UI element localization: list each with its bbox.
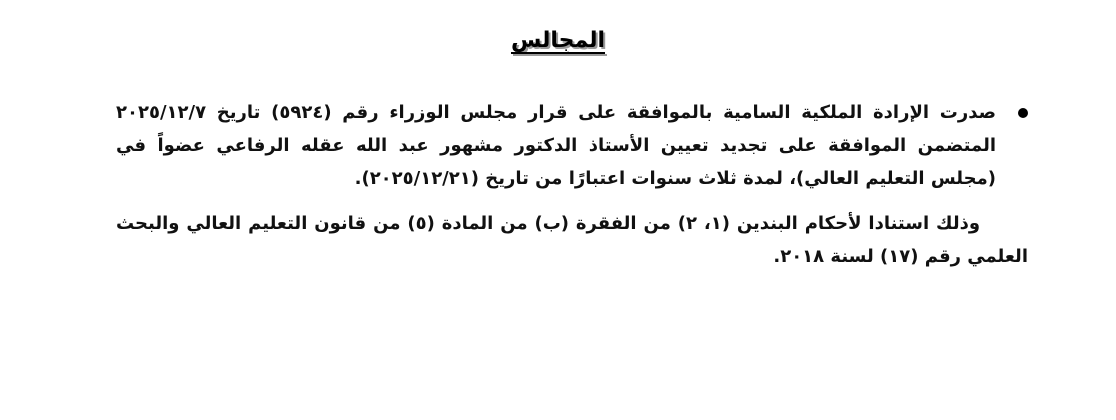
section-heading: المجالس: [510, 28, 606, 53]
decree-paragraph: [116, 96, 1028, 195]
legal-basis-paragraph: [116, 207, 1028, 273]
section-heading-container: [0, 28, 1116, 53]
bullet-icon: [1018, 108, 1028, 118]
document-body: [116, 96, 1028, 273]
decree-paragraph-text: صدرت الإرادة الملكية السامية بالموافقة على قرار مجلس الوزراء رقم (٥٩٢٤) تاريخ ٢٠٢٥/١٢/٧ المتضمن الموافقة على تجديد تعيين الأستاذ الدكتور مشهور عبد الله عقله الرفاعي عضواً في (مجلس التعليم العالي)، لمدة ثلاث سنوات اعتبارًا من تاريخ (٢٠٢٥/١٢/٢١).: [116, 102, 996, 189]
legal-basis-paragraph-text: وذلك استنادا لأحكام البندين (١، ٢) من الفقرة (ب) من المادة (٥) من قانون التعليم العالي والبحث العلمي رقم (١٧) لسنة ٢٠١٨.: [116, 213, 1028, 267]
